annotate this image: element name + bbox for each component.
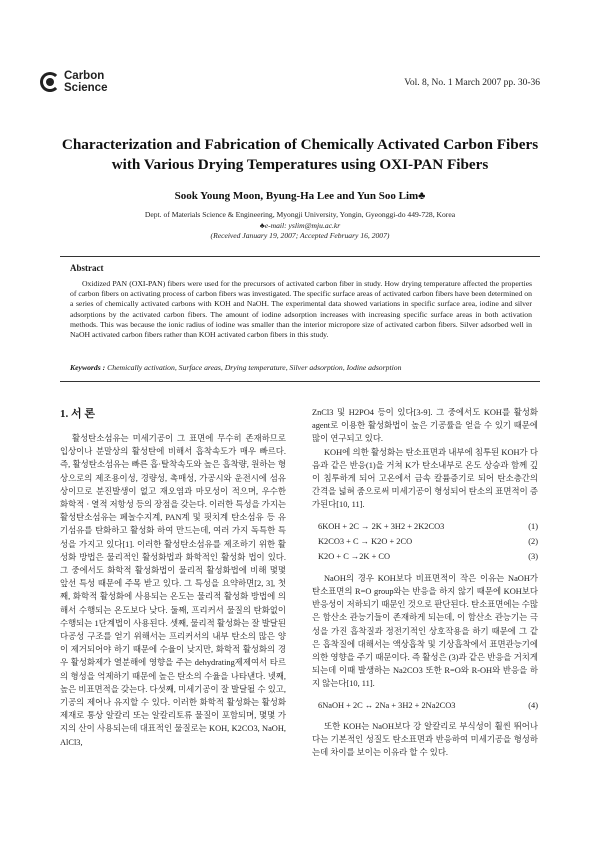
section-number: 1. bbox=[60, 408, 69, 420]
right-column bbox=[312, 406, 538, 760]
intro-paragraph-3: KOH에 의한 활성화는 탄소표면과 내부에 침투된 KOH가 다음과 같은 반응(1)을 거쳐 K가 탄소내부로 온도 상승과 함께 깊이 침투하게 되어 고온에서 금속 칼륨증기로 되어 탄소층간의 간격을 넓혀 줌으로써 미세기공이 형성되어 탄소의 표면적이 증가된다[10, 11]. bbox=[312, 447, 538, 510]
equation-3 bbox=[312, 550, 538, 563]
equation-3-text: K2O + C →2K + CO bbox=[318, 552, 391, 562]
equation-1-text: 6KOH + 2C → 2K + 3H2 + 2K2CO3 bbox=[318, 521, 445, 531]
logo-line-2: Science bbox=[64, 82, 108, 94]
equation-2-number: (2) bbox=[528, 537, 538, 547]
abstract-body: Oxidized PAN (OXI-PAN) fibers were used for the precursors of activated carbon fiber in study. How drying temperature affected the properties of carbon fibers on activating process of carbon fibers was investigated. The specific surface areas of activated carbon fibers have been determined on a series of chemically activated carbons with KOH and NaOH. The experimental data showed variations in specific surface area, iodine and silver adsorptions by the activated carbon fibers. The amount of iodine adsorption increases with increasing specific surface areas in both activation methods. This was because the ionic radius of iodine was smaller than the interior micropore size of activated carbon fibers. Silver adsorbed well in NaOH activated carbon fibers rather than KOH activated carbon fibers in this study. bbox=[70, 279, 532, 340]
title-line-2: with Various Drying Temperatures using OXI-PAN Fibers bbox=[111, 156, 489, 173]
intro-paragraph-5: 또한 KOH는 NaOH보다 강 알칼리로 부식성이 훨씬 뛰어나다는 기본적인 성질도 탄소표면과 반응하여 미세기공을 형성하는데 차이를 보이는 이유라 할 수 있다. bbox=[312, 722, 538, 758]
journal-logo bbox=[40, 70, 107, 94]
volume-info: Vol. 8, No. 1 March 2007 pp. 30-36 bbox=[404, 78, 540, 88]
equation-3-number: (3) bbox=[528, 552, 538, 562]
paper-title bbox=[40, 135, 560, 175]
left-column bbox=[60, 432, 286, 749]
abstract-heading: Abstract bbox=[70, 263, 104, 273]
carbon-logo-icon bbox=[40, 72, 60, 94]
affiliation bbox=[40, 210, 560, 242]
section-title: 서 론 bbox=[71, 408, 96, 420]
equation-2 bbox=[312, 535, 538, 548]
received-dates: (Received January 19, 2007; Accepted February 16, 2007) bbox=[210, 231, 390, 240]
intro-paragraph-4: NaOH의 경우 KOH보다 비표면적이 작은 이유는 NaOH가 탄소표면의 R=O group와는 반응을 하지 않기 때문에 KOH보다 반응성이 저하되기 때문인 것으로 판단된다. 탄소표면에는 수많은 함산소 관능기들이 존재하게 되는데, 이 함산소 관능기는 극성을 가진 흡착질과 정전기적인 상호작용을 하기 때문에 그 같은 흡착질에 대해서는 액상흡착 및 기상흡착에서 표면관능기에 의한 영향을 주기 때문이다. 즉 활성은 (3)과 같은 반응을 거치게 되는데 이때 발생하는 Na2CO3 또한 R=O와 R-OH와 반응을 하지 않는다[10, 11]. bbox=[312, 573, 538, 689]
title-line-1: Characterization and Fabrication of Chemically Activated Carbon Fibers bbox=[61, 136, 539, 153]
equation-1-number: (1) bbox=[528, 521, 538, 531]
intro-paragraph-2: ZnCl3 및 H2PO4 등이 있다[3-9]. 그 중에서도 KOH를 활성화 agent로 이용한 활성화법이 높은 기공률을 얻을 수 있기 때문에 많이 연구되고 있다. bbox=[312, 408, 538, 444]
equation-4-text: 6NaOH + 2C ↔ 2Na + 3H2 + 2Na2CO3 bbox=[318, 700, 456, 710]
keywords-label: Keywords : bbox=[70, 363, 106, 372]
abstract-box bbox=[60, 256, 540, 382]
authors: Sook Young Moon, Byung-Ha Lee and Yun Soo Lim♣ bbox=[174, 190, 426, 202]
keywords bbox=[70, 363, 532, 372]
affiliation-dept: Dept. of Materials Science & Engineering, Myongji University, Yongin, Gyeonggi-do 449-728, Korea bbox=[144, 210, 456, 219]
intro-paragraph-1: 활성탄소섬유는 미세기공이 그 표면에 무수히 존재하므로 입상이나 분말상의 활성탄에 비해서 흡착속도가 매우 빠르다. 즉, 활성탄소섬유는 빠른 흡·탈착속도와 높은 흡착량, 원하는 형상으로의 제조용이성, 경량성, 촉매성, 가공시와 운전시에 섬유상이므로 분진발생이 없고 재오염과 마모성이 적으며, 우수한 화학적 · 열적 저항성 등의 장점을 갖는다. 이러한 특성을 가지는 활성탄소섬유는 페놀수지계, PAN계 및 핏치계 탄소섬유 등 유기섬유를 탄화하고 활성화 하여 만드는데, 여러 가지 독특한 특성을 가지고 있다[1]. 이러한 활성탄소섬유를 제조하기 위한 활성화 방법은 물리적인 활성화법과 화학적인 활성화 법이 있다. 그 중에서도 화학적 활성화법이 물리적 활성화법에 비해 몇몇 앞선 특성 때문에 주목 받고 있다. 그 특성을 요약하면[2, 3], 첫째, 화학적 활성화에 사용되는 온도는 물리적 활성화 방법에 의해서 수행되는 온도보다 낮다. 둘째, 프리커서 물질의 탄화없이 수행되는 1단계법이 사용된다. 셋째, 물리적 활성화는 잘 발달된 다공성 구조를 얻기 위해서는 프리커서의 내부 탄소의 많은 양이 제거되어야 하기 때문에 수율이 낮지만, 화학적 활성화의 경우 활성화제가 열분해에 영향을 주는 dehydrating제제여서 타르의 형성을 억제하기 때문에 높은 탄소의 수율을 나타낸다. 넷째, 높은 비표면적을 갖는다. 다섯째, 미세기공이 잘 발달될 수 있고, 기공의 제어나 유지할 수 있다. 이러한 화학적 활성화는 활성화 제재로 통상 알칼리 또는 알칼리토류 물질이 포함되며, 몇몇 가지의 산이 사용되는데 대표적인 물질로는 KOH, K2CO3, NaOH, AlCl3, bbox=[60, 434, 286, 747]
logo-line-1: Carbon bbox=[64, 70, 105, 82]
equation-1 bbox=[312, 520, 538, 533]
equation-2-text: K2CO3 + C → K2O + 2CO bbox=[318, 537, 413, 547]
keywords-list: Chemically activation, Surface areas, Drying temperature, Silver adsorption, Iodine adsorption bbox=[107, 363, 402, 372]
affiliation-email: ♣e-mail: yslim@mju.ac.kr bbox=[259, 220, 341, 230]
equation-4 bbox=[312, 699, 538, 712]
section-heading bbox=[60, 405, 95, 421]
equation-4-number: (4) bbox=[528, 700, 538, 710]
